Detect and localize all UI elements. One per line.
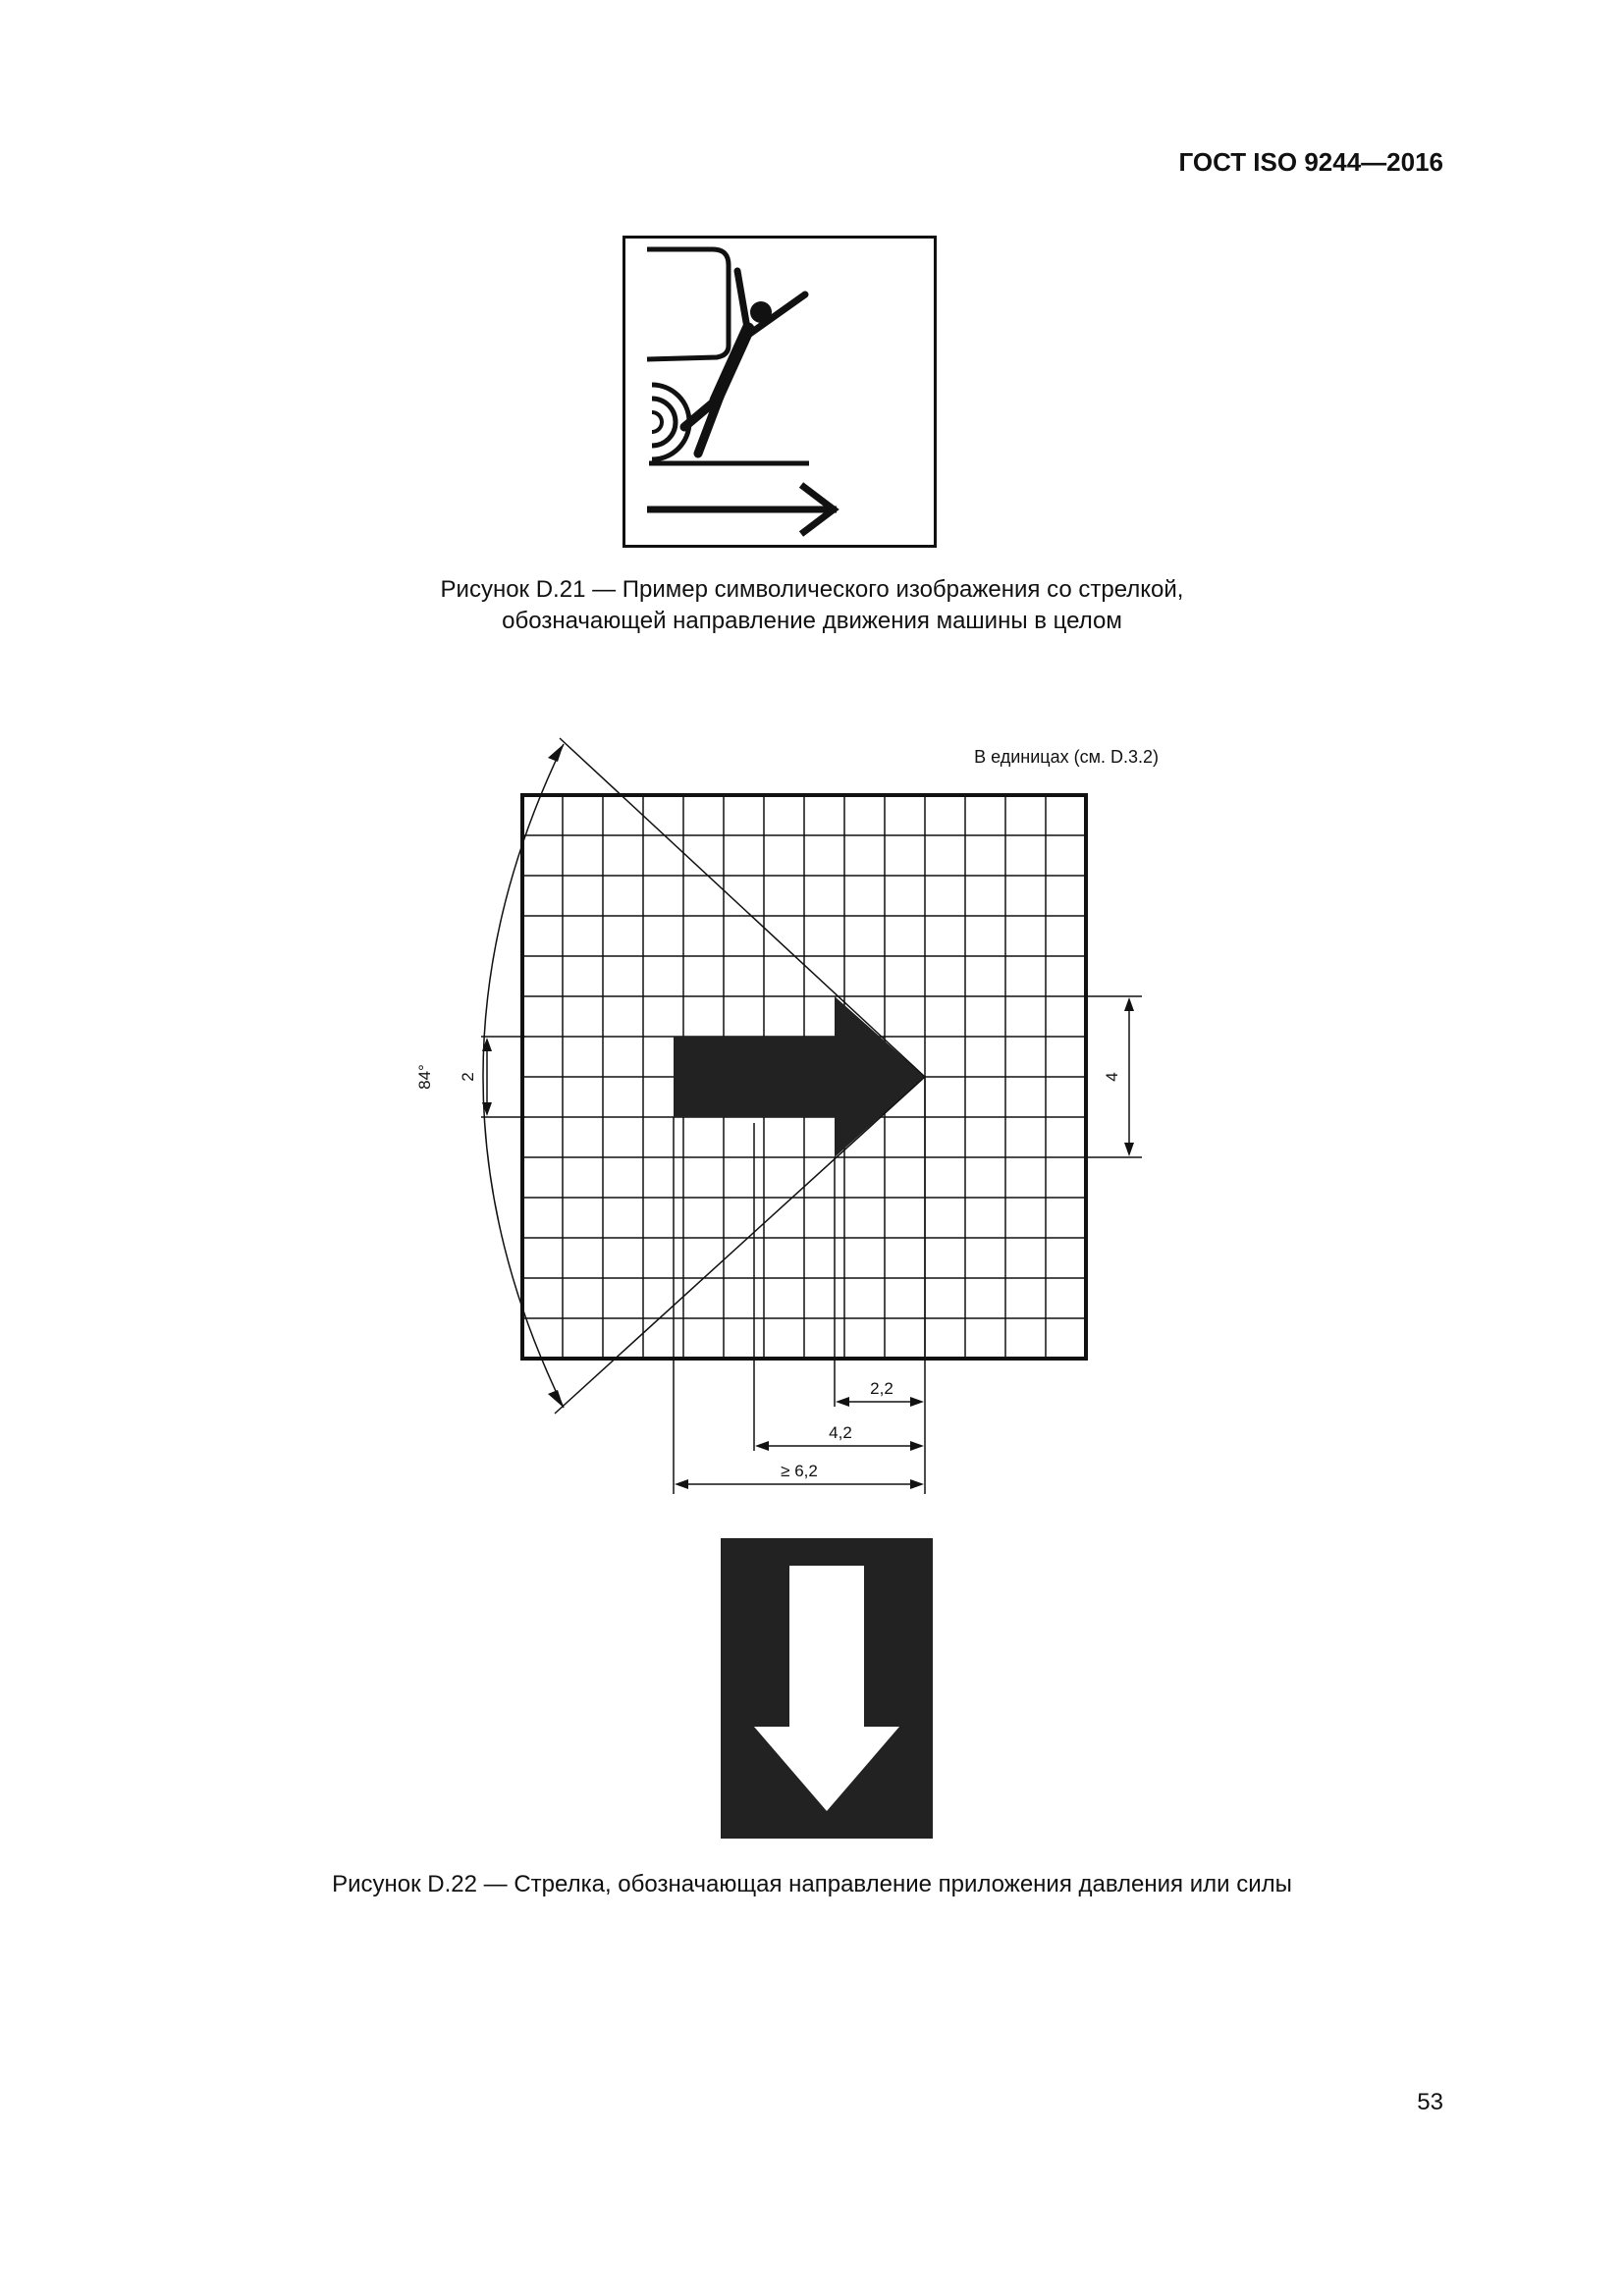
shaft-height-label: 2 [459,1072,477,1082]
head-length-dimension [836,1397,924,1407]
figure-d21-caption [0,574,1624,637]
total-length-label: ≥ 6,2 [781,1462,818,1480]
grid-arrow-symbol [674,996,925,1157]
page-number: 53 [1417,2089,1443,2115]
total-length-dimension [675,1479,924,1489]
document-header: ГОСТ ISO 9244—2016 [1178,147,1443,177]
shaft-height-dimension [481,1037,525,1117]
figure-d21-caption-line1: Рисунок D.21 — Пример символического изображения со стрелкой, [440,576,1184,603]
mid-length-label: 4,2 [829,1423,852,1442]
figure-d22-caption: Рисунок D.22 — Стрелка, обозначающая направление приложения давления или силы [332,1871,1292,1897]
figure-d21-caption-line2: обозначающей направление движения машины в целом [502,608,1122,634]
arrow-construction-drawing [403,726,1168,1502]
head-height-label: 4 [1103,1072,1121,1082]
mid-length-dimension [755,1441,924,1451]
figure-d22-arrow-sign [721,1538,933,1839]
construction-units-note: В единицах (см. D.3.2) [974,747,1159,767]
angle-label: 84° [415,1064,434,1090]
figure-d21-pictogram [623,236,937,548]
angle-construction-line-lower [555,1077,925,1414]
head-length-label: 2,2 [870,1379,893,1398]
angle-construction-line-upper [560,738,925,1077]
